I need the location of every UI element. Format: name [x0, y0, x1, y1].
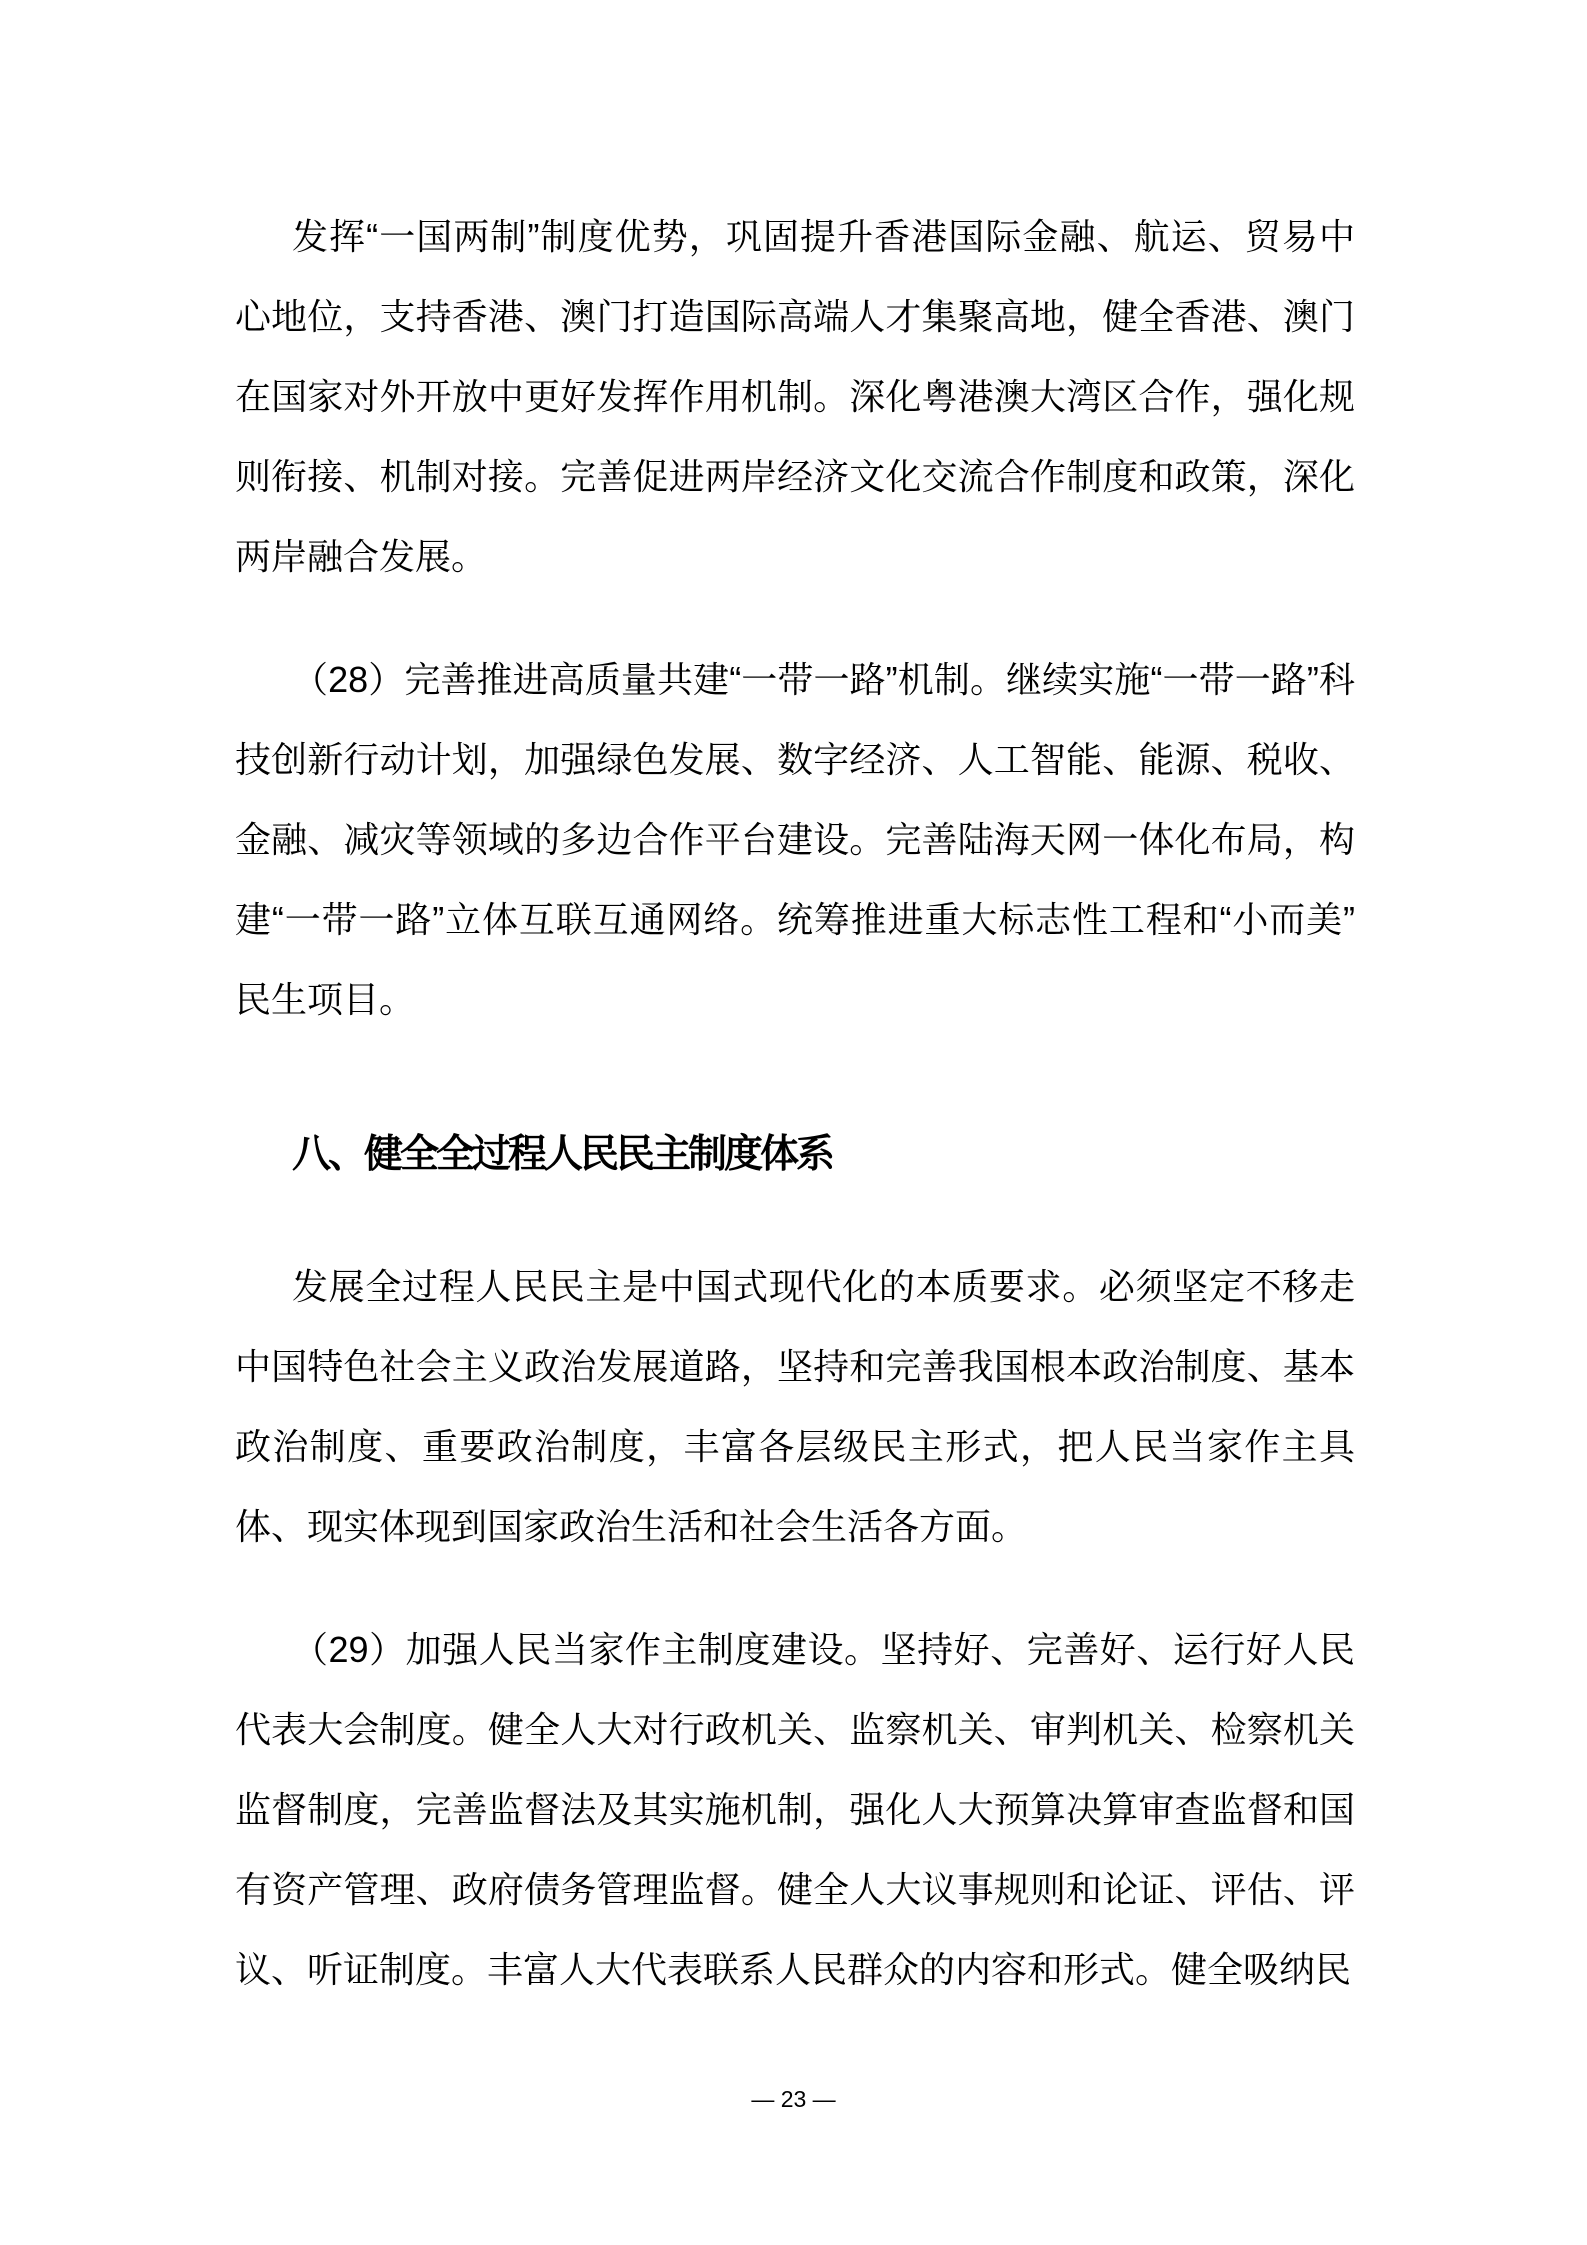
page-footer: [0, 2082, 1587, 2116]
page-number: — 23 —: [751, 2086, 836, 2112]
paragraph-democracy-intro: 发展全过程人民民主是中国式现代化的本质要求。必须坚定不移走中国特色社会主义政治发展道路，坚持和完善我国根本政治制度、基本政治制度、重要政治制度，丰富各层级民主形式，把人民当家作主具体、现实体现到国家政治生活和社会生活各方面。: [235, 1266, 1355, 1547]
section-heading-8-democracy: 八、健全全过程人民民主制度体系: [292, 1133, 833, 1176]
paragraph-29-peoples-congress: （29）加强人民当家作主制度建设。坚持好、完善好、运行好人民代表大会制度。健全人大对行政机关、监察机关、审判机关、检察机关监督制度，完善监督法及其实施机制，强化人大预算决算审查监督和国有资产管理、政府债务管理监督。健全人大议事规则和论证、评估、评议、听证制度。丰富人大代表联系人民群众的内容和形式。健全吸纳民: [235, 1629, 1355, 1990]
document-body: [235, 197, 1355, 2053]
paragraph-28-belt-and-road: （28）完善推进高质量共建“一带一路”机制。继续实施“一带一路”科技创新行动计划，加强绿色发展、数字经济、人工智能、能源、税收、金融、减灾等领域的多边合作平台建设。完善陆海天网一体化布局，构建“一带一路”立体互联互通网络。统筹推进重大标志性工程和“小而美”民生项目。: [235, 659, 1355, 1020]
paragraph-hk-macao-taiwan: 发挥“一国两制”制度优势，巩固提升香港国际金融、航运、贸易中心地位，支持香港、澳门打造国际高端人才集聚高地，健全香港、澳门在国家对外开放中更好发挥作用机制。深化粤港澳大湾区合作，强化规则衔接、机制对接。完善促进两岸经济文化交流合作制度和政策，深化两岸融合发展。: [235, 216, 1355, 577]
